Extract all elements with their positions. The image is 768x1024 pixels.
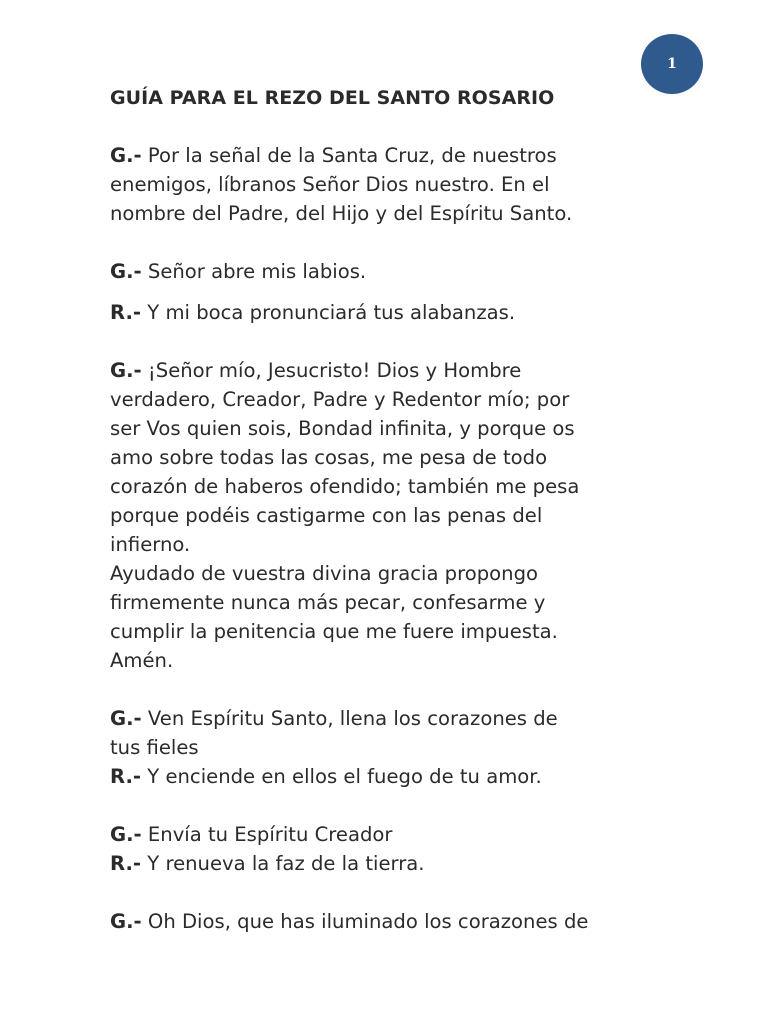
prayer-blocks bbox=[110, 141, 710, 936]
prayer-text: Envía tu Espíritu Creador bbox=[141, 823, 393, 846]
prayer-text: Oh Dios, que has iluminado los corazones de bbox=[141, 910, 589, 933]
prayer-text: tus fieles bbox=[110, 736, 199, 759]
prayer-line bbox=[110, 907, 710, 936]
prayer-block bbox=[110, 141, 710, 228]
speaker-label: G.- bbox=[110, 707, 142, 730]
speaker-label: G.- bbox=[110, 910, 142, 933]
prayer-text: nombre del Padre, del Hijo y del Espíritu Santo. bbox=[110, 202, 573, 225]
prayer-block bbox=[110, 298, 710, 327]
prayer-text: amo sobre todas las cosas, me pesa de todo bbox=[110, 446, 548, 469]
prayer-block bbox=[110, 356, 710, 675]
speaker-label: G.- bbox=[110, 823, 142, 846]
speaker-label: R.- bbox=[110, 301, 142, 324]
prayer-line bbox=[110, 414, 710, 443]
prayer-line bbox=[110, 472, 710, 501]
prayer-line bbox=[110, 170, 710, 199]
prayer-text: corazón de haberos ofendido; también me pesa bbox=[110, 475, 580, 498]
prayer-text: infierno. bbox=[110, 533, 191, 556]
speaker-label: R.- bbox=[110, 852, 142, 875]
prayer-text: Por la señal de la Santa Cruz, de nuestros bbox=[141, 144, 557, 167]
prayer-text: ¡Señor mío, Jesucristo! Dios y Hombre bbox=[141, 359, 522, 382]
prayer-text: Ayudado de vuestra divina gracia propongo bbox=[110, 562, 539, 585]
speaker-label: G.- bbox=[110, 144, 142, 167]
speaker-label: G.- bbox=[110, 359, 142, 382]
prayer-line bbox=[110, 530, 710, 559]
prayer-line bbox=[110, 199, 710, 228]
prayer-line bbox=[110, 849, 710, 878]
prayer-text: Señor abre mis labios. bbox=[141, 260, 367, 283]
prayer-text: ser Vos quien sois, Bondad infinita, y porque os bbox=[110, 417, 575, 440]
prayer-text: Y renueva la faz de la tierra. bbox=[141, 852, 425, 875]
prayer-line bbox=[110, 141, 710, 170]
prayer-block bbox=[110, 907, 710, 936]
prayer-line bbox=[110, 588, 710, 617]
prayer-text: Y enciende en ellos el fuego de tu amor. bbox=[141, 765, 542, 788]
prayer-line bbox=[110, 617, 710, 646]
prayer-text: enemigos, líbranos Señor Dios nuestro. En el bbox=[110, 173, 550, 196]
prayer-line bbox=[110, 820, 710, 849]
page-number-badge: 1 bbox=[641, 34, 703, 94]
prayer-line bbox=[110, 704, 710, 733]
document-title: GUÍA PARA EL REZO DEL SANTO ROSARIO bbox=[110, 87, 555, 109]
prayer-line bbox=[110, 257, 710, 286]
prayer-block bbox=[110, 257, 710, 286]
speaker-label: G.- bbox=[110, 260, 142, 283]
prayer-line bbox=[110, 385, 710, 414]
prayer-text: Ven Espíritu Santo, llena los corazones de bbox=[141, 707, 558, 730]
prayer-text: cumplir la penitencia que me fuere impuesta. bbox=[110, 620, 558, 643]
prayer-text: verdadero, Creador, Padre y Redentor mío; por bbox=[110, 388, 570, 411]
prayer-line bbox=[110, 646, 710, 675]
prayer-line bbox=[110, 762, 710, 791]
document-content bbox=[110, 84, 710, 965]
prayer-block bbox=[110, 704, 710, 791]
prayer-block bbox=[110, 820, 710, 878]
prayer-line bbox=[110, 356, 710, 385]
prayer-text: firmemente nunca más pecar, confesarme y bbox=[110, 591, 546, 614]
speaker-label: R.- bbox=[110, 765, 142, 788]
prayer-text: Amén. bbox=[110, 649, 174, 672]
prayer-line bbox=[110, 733, 710, 762]
prayer-text: Y mi boca pronunciará tus alabanzas. bbox=[141, 301, 516, 324]
prayer-line bbox=[110, 298, 710, 327]
prayer-line bbox=[110, 559, 710, 588]
prayer-line bbox=[110, 501, 710, 530]
prayer-text: porque podéis castigarme con las penas del bbox=[110, 504, 543, 527]
prayer-line bbox=[110, 443, 710, 472]
